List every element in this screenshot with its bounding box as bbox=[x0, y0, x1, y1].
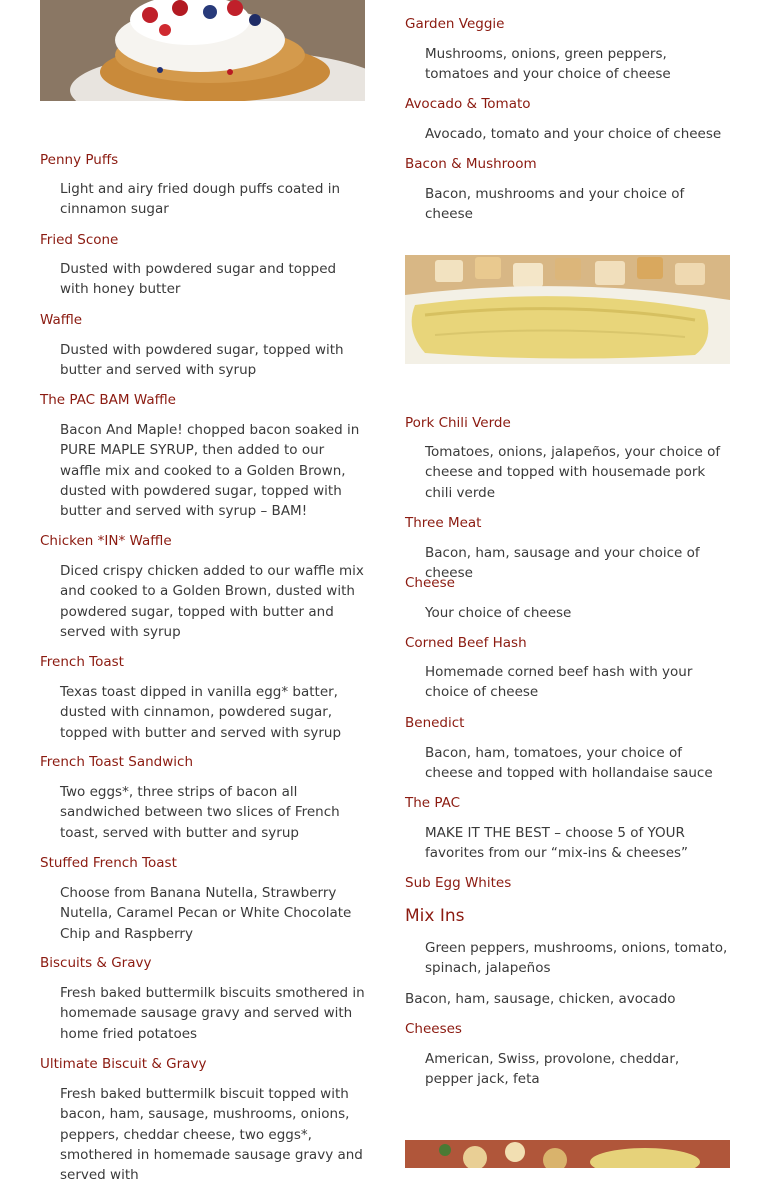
menu-item-description: Dusted with powdered sugar, topped with butter and served with syrup bbox=[60, 342, 344, 379]
menu-item-description: Fresh baked buttermilk biscuit topped with bacon, ham, sausage, mushrooms, onions, peppers, cheddar cheese, two eggs*, smothered in homemade sausage gravy and served with bbox=[60, 1086, 363, 1184]
menu-item-title: French Toast Sandwich bbox=[40, 754, 194, 770]
mix-ins-heading: Mix Ins bbox=[405, 906, 465, 926]
cheeses-description: American, Swiss, provolone, cheddar, pepper jack, feta bbox=[425, 1051, 680, 1088]
menu-item-description: Fresh baked buttermilk biscuits smothered in homemade sausage gravy and served with home fried potatoes bbox=[60, 985, 365, 1042]
menu-item-description: Mushrooms, onions, green peppers, tomatoes and your choice of cheese bbox=[425, 46, 671, 83]
menu-item-description: Bacon, ham, tomatoes, your choice of cheese and topped with hollandaise sauce bbox=[425, 745, 713, 782]
menu-item-title: Corned Beef Hash bbox=[405, 635, 527, 651]
menu-item-description: Choose from Banana Nutella, Strawberry Nutella, Caramel Pecan or White Chocolate Chip and Raspberry bbox=[60, 885, 352, 942]
menu-item-description: MAKE IT THE BEST – choose 5 of YOUR favorites from our “mix-ins & cheeses” bbox=[425, 825, 689, 862]
menu-item-description: Bacon, ham, sausage and your choice of cheese bbox=[425, 545, 700, 582]
menu-item-description: Homemade corned beef hash with your choice of cheese bbox=[425, 664, 693, 701]
menu-item-description: Two eggs*, three strips of bacon all sandwiched between two slices of French toast, served with butter and syrup bbox=[60, 784, 340, 841]
menu-item-title: Ultimate Biscuit & Gravy bbox=[40, 1056, 207, 1072]
menu-item-title: Stuffed French Toast bbox=[40, 855, 177, 871]
menu-item-title: French Toast bbox=[40, 654, 124, 670]
menu-item-description: Light and airy fried dough puffs coated in cinnamon sugar bbox=[60, 181, 341, 218]
menu-item-title: Fried Scone bbox=[40, 232, 119, 248]
menu-item-description: Bacon And Maple! chopped bacon soaked in PURE MAPLE SYRUP, then added to our waffle mix and cooked to a Golden Brown, dusted with powdered sugar, topped with butter and served with syrup – BAM! bbox=[60, 422, 360, 520]
menu-item-title: Chicken *IN* Waffle bbox=[40, 533, 172, 549]
mix-ins-meats: Bacon, ham, sausage, chicken, avocado bbox=[405, 991, 676, 1007]
menu-item-description: Dusted with powdered sugar and topped with honey butter bbox=[60, 261, 337, 298]
menu-item-title: Three Meat bbox=[405, 515, 482, 531]
menu-item-title: The PAC BAM Waffle bbox=[40, 392, 176, 408]
mix-ins-veggies: Green peppers, mushrooms, onions, tomato, spinach, jalapeños bbox=[425, 940, 728, 977]
menu-item-title: Biscuits & Gravy bbox=[40, 955, 152, 971]
menu-item-description: Tomatoes, onions, jalapeños, your choice of cheese and topped with housemade pork chili verde bbox=[425, 444, 721, 501]
menu-item-title: Avocado & Tomato bbox=[405, 96, 531, 112]
menu-item-title: Garden Veggie bbox=[405, 16, 505, 32]
food-photo-bottom bbox=[405, 1140, 730, 1168]
omelette-photo bbox=[405, 255, 730, 364]
menu-item-title: Pork Chili Verde bbox=[405, 415, 511, 431]
menu-item-description: Texas toast dipped in vanilla egg* batter, dusted with cinnamon, powdered sugar, topped with butter and served with syrup bbox=[60, 684, 342, 741]
menu-item-description: Your choice of cheese bbox=[425, 605, 572, 621]
menu-item-title: Bacon & Mushroom bbox=[405, 156, 537, 172]
menu-item-title: Waffle bbox=[40, 312, 83, 328]
menu-item-description: Avocado, tomato and your choice of cheese bbox=[425, 126, 722, 142]
menu-item-title: Cheese bbox=[405, 575, 455, 591]
waffle-photo bbox=[40, 0, 365, 101]
cheeses-title: Cheeses bbox=[405, 1021, 462, 1037]
menu-item-description: Bacon, mushrooms and your choice of cheese bbox=[425, 186, 685, 223]
menu-item-description: Diced crispy chicken added to our waffle mix and cooked to a Golden Brown, dusted with powdered sugar, topped with butter and served with syrup bbox=[60, 563, 364, 640]
menu-item-title: Penny Puffs bbox=[40, 152, 119, 168]
menu-item-title: Benedict bbox=[405, 715, 465, 731]
menu-item-title: The PAC bbox=[405, 795, 461, 811]
sub-egg-whites-label: Sub Egg Whites bbox=[405, 875, 512, 891]
